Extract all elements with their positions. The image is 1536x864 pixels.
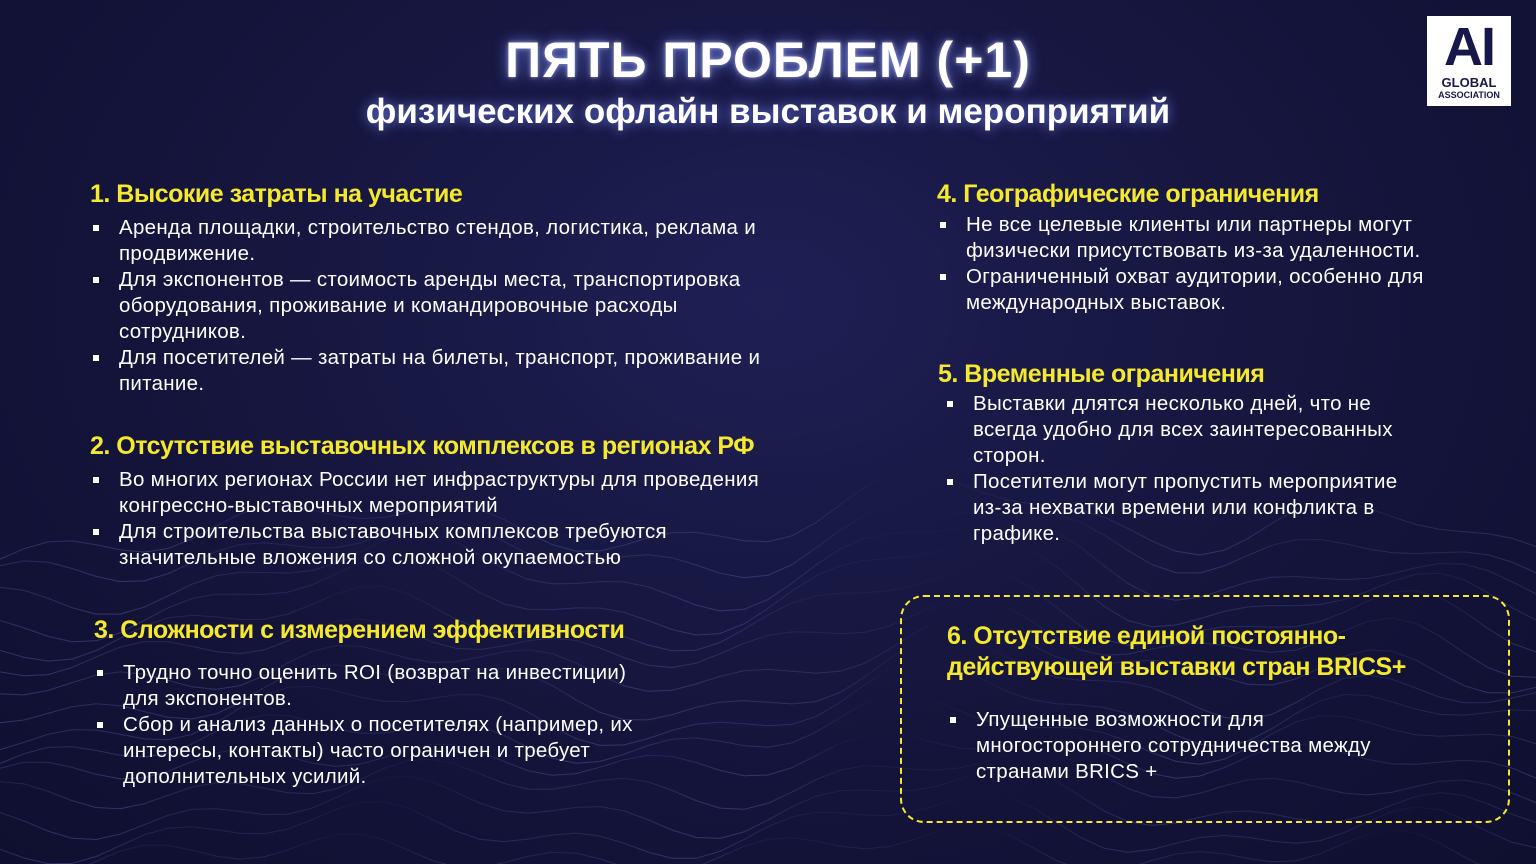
section-heading: 3. Сложности с измерением эффективности [94,616,625,644]
bullet-line: Не все целевые клиенты или партнеры могут [966,213,1413,236]
bullet-line: Для экспонентов — стоимость аренды места, транспортировка [119,268,741,291]
bullet-item [94,660,794,712]
section-heading: 5. Временные ограничения [938,360,1265,388]
bullet-line: интересы, контакты) часто ограничен и требует [123,739,591,762]
section-3-measuring-effectiveness [94,615,794,790]
section-1-high-costs [90,179,850,397]
page-title: ПЯТЬ ПРОБЛЕМ (+1) [505,32,1031,88]
bullet-line: для экспонентов. [123,687,293,710]
bullet-line: значительные вложения со сложной окупаемостью [119,546,622,569]
bullet-line: многостороннего сотрудничества между [976,734,1371,757]
bullet-line: Во многих регионах России нет инфраструктуры для проведения [119,468,759,491]
bullet-item [947,707,1497,785]
bullet-item [94,712,794,790]
bullet-item [90,467,890,519]
section-heading: 4. Географические ограничения [937,180,1319,208]
section-5-time-limits [938,359,1478,547]
bullet-item [944,469,1478,547]
bullet-item [90,267,850,345]
bullet-line: Посетители могут пропустить мероприятие [973,470,1398,493]
bullet-item [944,391,1478,469]
bullet-line: всегда удобно для всех заинтересованных [973,418,1393,441]
logo-association-text: ASSOCIATION [1438,90,1500,100]
bullet-line: питание. [119,372,205,395]
bullet-line: международных выставок. [966,291,1227,314]
section-heading [947,621,1497,683]
bullet-line: продвижение. [119,242,256,265]
bullet-line: конгрессно-выставочных мероприятий [119,494,498,517]
bullet-line: графике. [973,522,1061,545]
bullet-line: Для посетителей — затраты на билеты, транспорт, проживание и [119,346,761,369]
bullet-line: Для строительства выставочных комплексов требуются [119,520,667,543]
bullet-item [937,264,1497,316]
heading-line: действующей выставки стран BRICS+ [947,653,1406,681]
logo-ai-text: AI [1444,17,1494,77]
bullet-line: дополнительных усилий. [123,765,367,788]
bullet-item [90,215,850,267]
bullet-line: странами BRICS + [976,760,1158,783]
ai-global-association-logo [1427,16,1511,106]
bullet-line: Трудно точно оценить ROI (возврат на инвестиции) [123,661,627,684]
bullet-item [90,519,890,571]
bullet-line: сторон. [973,444,1046,467]
section-6-no-brics-exhibition [947,621,1497,785]
bullet-line: физически присутствовать из-за удаленности. [966,239,1421,262]
bullet-line: Аренда площадки, строительство стендов, логистика, реклама и [119,216,757,239]
bullet-line: Упущенные возможности для [976,708,1265,731]
section-heading: 2. Отсутствие выставочных комплексов в регионах РФ [90,432,755,460]
logo-global-text: GLOBAL [1441,75,1497,90]
bullet-line: Сбор и анализ данных о посетителях (например, их [123,713,633,736]
bullet-item [937,212,1497,264]
heading-line: 6. Отсутствие единой постоянно- [947,622,1346,650]
section-2-no-exhibition-centers [90,431,890,571]
bullet-line: из-за нехватки времени или конфликта в [973,496,1375,519]
bullet-line: оборудования, проживание и командировочные расходы [119,294,678,317]
bullet-line: Ограниченный охват аудитории, особенно для [966,265,1424,288]
bullet-line: сотрудников. [119,320,247,343]
section-4-geographic-limits [937,179,1497,316]
section-heading: 1. Высокие затраты на участие [90,180,463,208]
bullet-item [90,345,850,397]
bullet-line: Выставки длятся несколько дней, что не [973,392,1372,415]
page-subtitle: физических офлайн выставок и мероприятий [365,92,1171,131]
